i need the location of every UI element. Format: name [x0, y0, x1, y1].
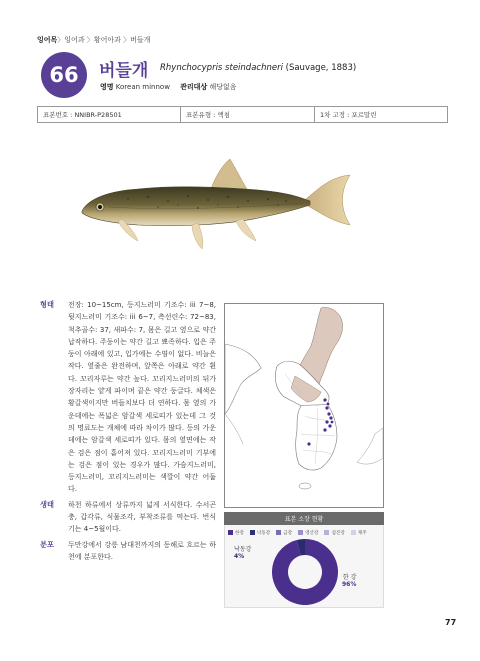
section-distribution [40, 539, 216, 564]
page-number: 77 [445, 618, 457, 627]
specimen-number: 표본번호 : NNIBR-P28501 [37, 106, 181, 123]
legend-label: 제주 [357, 531, 367, 536]
legend-item [324, 530, 344, 536]
section-morphology [40, 299, 216, 496]
slice-name: 낙동강 [234, 546, 252, 553]
english-name: Korean minnow [115, 83, 170, 91]
section-text: 전장: 10~15cm, 등지느러미 기조수: iii 7~8, 뒷지느러미 기조수: iii 6~7, 측선린수: 72~83, 척추골수: 37, 새파수: 7, 몸은 길고 옆으로 약간 납작하다. 주둥이는 약간 길고 뾰족하다. 입은 주둥이 아래에 있고, 입가에는 수염이 없다. 비늘은 작다. 옆줄은 완전하며, 앞쪽은 아래로 약간 휜다. 꼬리자루는 약간 높다. 꼬리지느러미의 뒤가장자리는 얕게 파이며 끝은 약간 둥글다. 체색은 황갈색이지만 버들치보다 더 연하다. 몸 옆의 가운데에는 폭넓은 암갈색 세로띠가 있는데 그 것의 명료도는 개체에 따라 차이가 많다. 등의 가운데에는 암갈색 세로띠가 있다. 몸의 옆면에는 작은 검은 점이 흩어져 있다. 꼬리지느러미 기부에는 검은 점이 있는 경우가 많다. 가슴지느러미, 등지느러미, 꼬리지느러미는 색깔이 약간 어둡다. [68, 301, 216, 494]
legend-label: 금강 [283, 531, 293, 536]
management-status-value: 해당없음 [209, 83, 237, 91]
species-description [40, 299, 216, 563]
legend-label: 영산강 [305, 531, 319, 536]
legend-swatch [324, 530, 329, 535]
legend-item [298, 530, 318, 536]
section-label: 생태 [40, 499, 54, 509]
specimen-info-bar [37, 106, 448, 123]
breadcrumb-root: 잉어목 [37, 36, 58, 44]
legend-item [276, 530, 292, 536]
distribution-donut-chart [270, 537, 340, 607]
slice-name: 한 강 [342, 574, 357, 581]
legend-swatch [298, 530, 303, 535]
section-text: 두만강에서 강릉 남대천까지의 동해로 흐르는 하천에 분포한다. [68, 540, 216, 561]
fixation-method: 1차 고정 : 포르말린 [315, 106, 448, 123]
scientific-name: Rhynchocypris steindachneri [160, 63, 283, 73]
legend-item [228, 530, 244, 536]
slice-percent: 4% [234, 553, 245, 560]
breadcrumb [37, 35, 150, 45]
species-number: 66 [49, 63, 79, 87]
legend-label: 한강 [235, 531, 244, 536]
scientific-authority: (Sauvage, 1883) [285, 63, 357, 73]
legend-swatch [250, 530, 255, 535]
legend-item [250, 530, 270, 536]
slice-percent: 96% [342, 581, 357, 588]
fish-photo [78, 155, 358, 255]
legend-label: 섬진강 [331, 531, 345, 536]
species-number-badge [41, 52, 87, 98]
legend-item [351, 530, 367, 536]
slice-label-nakdong [234, 544, 251, 560]
legend-swatch [228, 530, 233, 535]
legend-label: 낙동강 [256, 531, 271, 536]
species-scientific-name [160, 63, 356, 73]
section-ecology [40, 499, 216, 536]
breadcrumb-trail: 〉잉어과 〉황어아과 〉버들개 [57, 36, 151, 44]
section-text: 하천 하류에서 상류까지 넓게 서식한다. 수서곤충, 갑각류, 식물조각, 부착조류를 먹는다. 번식기는 4~5월이다. [68, 500, 216, 534]
distribution-title: 표본 소장 현황 [224, 512, 384, 525]
distribution-legend [228, 530, 367, 536]
section-label: 분포 [40, 539, 54, 549]
specimen-type: 표본유형 : 액침 [181, 106, 315, 123]
slice-label-han [342, 572, 356, 588]
species-meta [100, 82, 237, 92]
legend-swatch [276, 530, 281, 535]
distribution-map [224, 303, 384, 508]
species-korean-name: 버들개 [99, 61, 149, 81]
legend-swatch [351, 530, 356, 535]
section-label: 형태 [40, 300, 54, 309]
management-status-label: 관리대상 [180, 83, 208, 91]
english-name-label: 영명 [100, 83, 114, 91]
